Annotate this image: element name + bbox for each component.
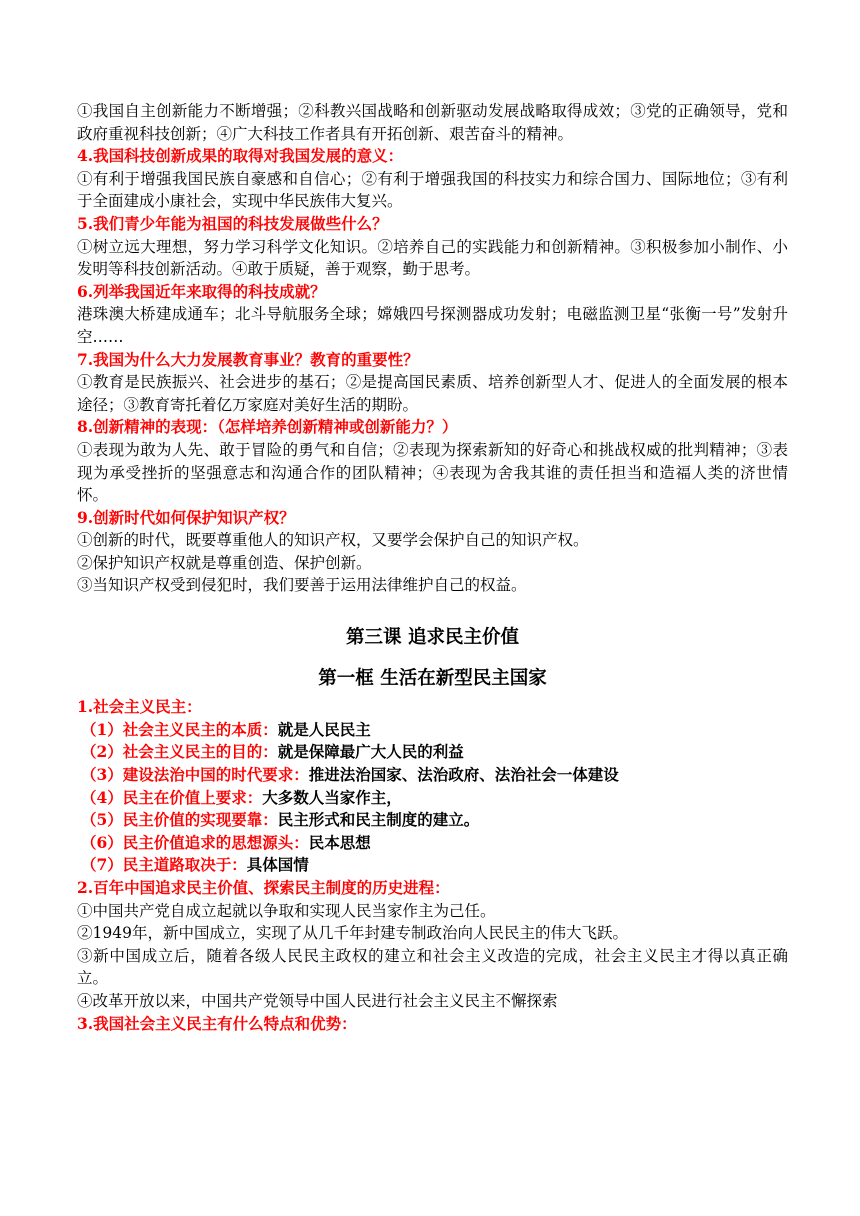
answer-line: ②1949年，新中国成立，实现了从几千年封建专制政治向人民民主的伟大飞跃。 xyxy=(77,924,628,943)
answer-paragraph: ①教育是民族振兴、社会进步的基石；②是提高国民素质、培养创新型人才、促进人的全面发展的根本途径；③教育寄托着亿万家庭对美好生活的期盼。 xyxy=(77,373,788,414)
answer-line: ①创新的时代，既要尊重他人的知识产权，又要学会保护自己的知识产权。 xyxy=(77,531,589,550)
intro-paragraph: ①我国自主创新能力不断增强；②科教兴国战略和创新驱动发展战略取得成效；③党的正确领导，党和政府重视科技创新；④广大科技工作者具有开拓创新、艰苦奋斗的精神。 xyxy=(77,102,788,143)
sub-item-label: （4）民主在价值上要求： xyxy=(81,787,263,807)
answer-paragraph: ①树立远大理想，努力学习科学文化知识。②培养自己的实践能力和创新精神。③积极参加小制作、小发明等科技创新活动。④敢于质疑，善于观察，勤于思考。 xyxy=(77,237,788,279)
question-heading: 9.创新时代如何保护知识产权？ xyxy=(77,507,295,527)
sub-item-text: 推进法治国家、法治政府、法治社会一体建设 xyxy=(308,765,619,785)
sub-item xyxy=(77,764,788,787)
section-title: 第一框 生活在新型民主国家 xyxy=(318,667,547,689)
section-2 xyxy=(77,877,788,1013)
qa-8 xyxy=(77,416,788,506)
sub-item xyxy=(77,787,788,810)
answer-line: ①中国共产党自成立起就以争取和实现人民当家作主为己任。 xyxy=(77,901,496,920)
sub-item xyxy=(77,832,788,855)
sub-item-text: 大多数人当家作主， xyxy=(262,787,402,807)
question-heading: 2.百年中国追求民主价值、探索民主制度的历史进程： xyxy=(77,878,450,897)
sub-item xyxy=(77,854,788,877)
section-1 xyxy=(77,696,788,877)
sub-item-text: 民本思想 xyxy=(308,832,371,852)
question-heading: 1.社会主义民主： xyxy=(77,697,202,717)
qa-6 xyxy=(77,281,788,349)
sub-item-label: （7）民主道路取决于： xyxy=(81,855,247,875)
qa-7 xyxy=(77,349,788,417)
sub-item-label: （3）建设法治中国的时代要求： xyxy=(81,765,309,785)
question-heading: 5.我们青少年能为祖国的科技发展做些什么？ xyxy=(77,213,388,233)
sub-item-label: （6）民主价值追求的思想源头： xyxy=(81,832,309,852)
qa-4 xyxy=(77,145,788,213)
section-3 xyxy=(77,1013,788,1036)
question-heading: 3.我国社会主义民主有什么特点和优势： xyxy=(77,1013,357,1033)
sub-item-label: （5）民主价值的实现要靠： xyxy=(81,810,278,830)
lesson-title: 第三课 追求民主价值 xyxy=(346,627,519,649)
sub-item xyxy=(77,741,788,764)
answer-paragraph: ①有利于增强我国民族自豪感和自信心；②有利于增强我国的科技实力和综合国力、国际地位；③有利于全面建成小康社会，实现中华民族伟大复兴。 xyxy=(77,169,788,211)
answer-paragraph: 港珠澳大桥建成通车；北斗导航服务全球；嫦娥四号探测器成功发射；电磁监测卫星“张衡一号”发射升空…… xyxy=(77,305,788,346)
sub-item-text: 民主形式和民主制度的建立。 xyxy=(277,810,480,830)
question-heading: 7.我国为什么大力发展教育事业？教育的重要性？ xyxy=(77,349,419,369)
question-heading: 8.创新精神的表现：（怎样培养创新精神或创新能力？） xyxy=(77,417,458,437)
sub-item-text: 就是人民民主 xyxy=(277,719,371,739)
answer-line: ②保护知识产权就是尊重创造、保护创新。 xyxy=(77,553,372,572)
sub-item xyxy=(77,809,788,832)
question-heading: 4.我国科技创新成果的取得对我国发展的意义： xyxy=(77,146,404,166)
answer-line: ③当知识产权受到侵犯时，我们要善于运用法律维护自己的权益。 xyxy=(77,576,527,595)
answer-line: ③新中国成立后，随着各级人民民主政权的建立和社会主义改造的完成，社会主义民主才得以真正确立。 xyxy=(77,946,788,988)
sub-item-label: （2）社会主义民主的目的： xyxy=(81,742,278,762)
question-heading: 6.列举我国近年来取得的科技成就？ xyxy=(77,281,326,301)
sub-item-text: 就是保障最广大人民的利益 xyxy=(277,742,464,762)
answer-paragraph: ①表现为敢为人先、敢于冒险的勇气和自信；②表现为探索新知的好奇心和挑战权威的批判精神；③表现为承受挫折的坚强意志和沟通合作的团队精神；④表现为舍我其谁的责任担当和造福人类的济世情怀。 xyxy=(77,440,788,505)
sub-item xyxy=(77,719,788,742)
sub-item-text: 具体国情 xyxy=(246,855,309,875)
answer-line: ④改革开放以来，中国共产党领导中国人民进行社会主义民主不懈探索 xyxy=(77,991,558,1010)
qa-5 xyxy=(77,213,788,281)
qa-9 xyxy=(77,507,788,597)
sub-item-label: （1）社会主义民主的本质： xyxy=(81,719,278,739)
